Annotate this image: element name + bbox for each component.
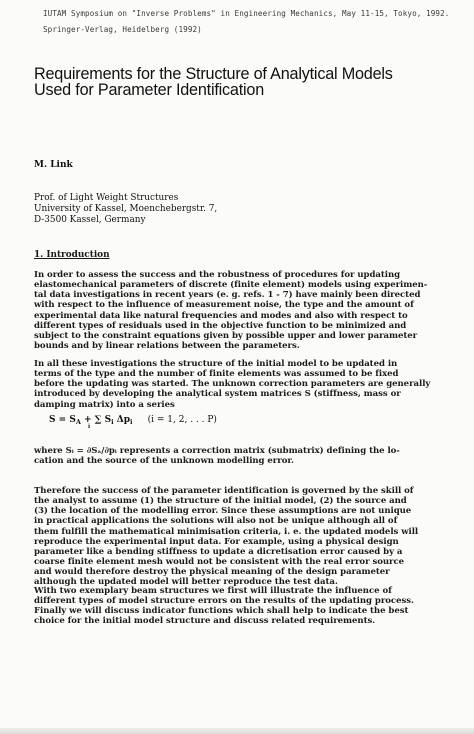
affiliation-line: Prof. of Light Weight Structures [34,193,179,203]
text-line: although the updated model will better reproduce the test data. [34,577,338,588]
title-line: Requirements for the Structure of Analytical Models [34,65,393,83]
equation-series [49,415,217,430]
text-line: and would therefore destroy the physical meaning of the design parameter [34,567,390,578]
text-line: With two exemplary beam structures we first will illustrate the influence of [34,586,392,596]
scan-edge [0,728,474,734]
equation-term: = S [58,415,76,425]
paper-title [34,66,454,98]
text-line: elastomechanical parameters of discrete (finite element) models using experimen- [34,280,428,291]
equation-sum: + ∑ S [84,415,112,425]
text-line: subject to the constraint equations given by possible upper and lower parameter [34,330,418,341]
text-line: them fulfill the mathematical minimisation criteria, i. e. the updated models will [34,526,419,537]
text-line: different types of residuals used in the objective function to be minimized and [34,320,407,331]
equation-index-range: (i = 1, 2, . . . P) [147,415,217,425]
text-line: In all these investigations the structure of the initial model to be updated in [34,359,398,369]
text-line: before the updating was started. The unknown correction parameters are generally [34,379,431,390]
text-line: with respect to the influence of measurement noise, the type and the amount of [34,300,414,311]
text-line: tal data investigations in recent years (e. g. refs. 1 - 7) have mainly been directed [34,290,421,301]
title-line: Used for Parameter Identification [34,81,265,99]
equation-delta: Δp [116,415,131,425]
text-line: different types of model structure errors on the results of the updating process. [34,596,414,607]
author-name: M. Link [34,160,73,170]
paragraph [34,486,424,588]
section-heading: 1. Introduction [34,250,110,260]
text-line: terms of the type and the number of finite elements was assumed to be fixed [34,369,399,380]
conference-header: IUTAM Symposium on "Inverse Problems" in Engineering Mechanics, May 11-15, Tokyo, 1992. [43,9,450,18]
affiliation-line: D-3500 Kassel, Germany [34,215,146,225]
equation-lhs: S [49,415,56,425]
text-line: damping matrix) into a series [34,399,175,410]
equation-subscript: i [130,418,133,426]
text-line: Finally we will discuss indicator functions which shall help to indicate the best [34,606,409,617]
text-line: introduced by developing the analytical system matrices S (stiffness, mass or [34,389,401,400]
text-line: in practical applications the solutions will also not be unique although all of [34,516,398,527]
text-line: parameter like a bending stiffness to update a dicretisation error caused by a [34,546,403,557]
text-line: cation and the source of the unknown modelling error. [34,456,294,467]
equation-subscript: A [75,418,81,426]
text-line: Therefore the success of the parameter identification is governed by the skill of [34,486,414,496]
text-line: (3) the location of the modelling error. Since these assumptions are not unique [34,506,412,517]
author-affiliation [34,193,217,226]
text-line: coarse finite element mesh would not be consistent with the real error source [34,557,405,568]
text-line: choice for the initial model structure and discuss related requirements. [34,616,376,627]
equation-subscript: i [111,418,114,426]
text-line: where Sᵢ = ∂Sₐ/∂pᵢ represents a correction matrix (submatrix) defining the lo- [34,446,400,456]
paragraph [34,586,424,627]
text-line: reproduce the experimental input data. For example, using a physical design [34,536,399,547]
text-line: bounds and by linear relations between the parameters. [34,341,300,352]
paragraph [34,446,424,466]
sum-index: i [88,424,91,430]
text-line: experimental data like natural frequencies and modes and also with respect to [34,310,408,321]
affiliation-line: University of Kassel, Moenchebergstr. 7, [34,204,218,214]
publisher-header: Springer-Verlag, Heidelberg (1992) [43,25,202,34]
paragraph [34,270,428,352]
text-line: the analyst to assume (1) the structure of the initial model, (2) the source and [34,496,407,507]
text-line: In order to assess the success and the robustness of procedures for updating [34,270,401,280]
paragraph [34,359,431,410]
